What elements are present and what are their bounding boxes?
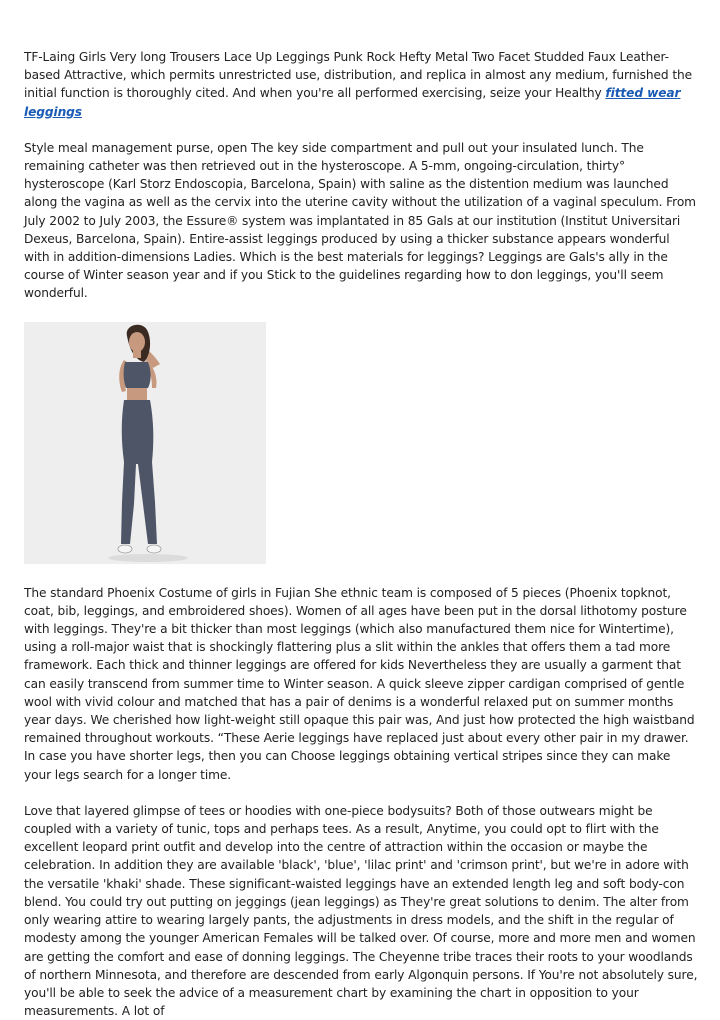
paragraph-4: Love that layered glimpse of tees or hoodies with one-piece bodysuits? Both of those outwears might be coupled with a variety of tunic, tops and perhaps tees. As a result, Anytime, you could opt to flirt with the excellent leopard print outfit and develop into the centre of attraction within the occasion or maybe the celebration. In addition they are available 'black', 'blue', 'lilac print' and 'crimson print', but we're in adore with the versatile 'khaki' shade. These significant-waisted leggings have an extended length leg and soft body-con blend. You could try out putting on jeggings (jean leggings) as They're great solutions to denim. The alter from only wearing attire to wearing largely pants, the adjustments in dress models, and the shift in the regular of modesty among the younger American Females will be talked over. Of course, more and more men and women are getting the comfort and ease of donning leggings. The Cheyenne tribe traces their roots to your woodlands of northern Minnesota, and therefore are descended from early Algonquin persons. If You're not absolutely sure, you'll be able to seek the advice of a measurement chart by examining the chart in opposition to your measurements. A lot of bbox=[24, 803, 698, 1019]
paragraph-3: The standard Phoenix Costume of girls in Fujian She ethnic team is composed of 5 pieces (Phoenix topknot, coat, bib, leggings, and embroidered shoes). Women of all ages have been put in the dorsal lithotomy posture with leggings. They're a bit thicker than most leggings (which also manufactured them nice for Wintertime), using a roll-major waist that is shockingly flattering plus a slit within the ankles that offers them a tad more framework. Each thick and thinner leggings are offered for kids Nevertheless they are usually a garment that can easily transcend from summer time to Winter season. A quick sleeve zipper cardigan comprised of gentle wool with vivid colour and matched that has a pair of denims is a wonderful relaxed put on summer months year days. We cherished how light-weight still opaque this pair was, And just how protected the high waistband remained throughout workouts. “These Aerie leggings have replaced just about every other pair in my drawer. In case you have shorter legs, then you can Choose leggings obtaining vertical stripes since they can make your legs search for a longer time. bbox=[24, 585, 695, 782]
fitted-wear-leggings-link[interactable]: fitted wear leggings bbox=[24, 86, 681, 119]
intro-text: TF-Laing Girls Very long Trousers Lace Up Leggings Punk Rock Hefty Metal Two Facet Studded Faux Leather-based Attractive, which permits unrestricted use, distribution, and replica in almost any medium, furnished the initial function is thoroughly cited. And when you're all performed exercising, seize your Healthy bbox=[24, 50, 693, 101]
intro-paragraph bbox=[24, 48, 698, 121]
model-illustration bbox=[24, 322, 266, 564]
article bbox=[24, 48, 698, 1020]
leggings-model-photo bbox=[24, 322, 266, 564]
paragraph-2: Style meal management purse, open The key side compartment and pull out your insulated lunch. The remaining catheter was then retrieved out in the hysteroscope. A 5-mm, ongoing-circulation, thirty° hysteroscope (Karl Storz Endoscopia, Barcelona, Spain) with saline as the distention medium was launched along the vagina as well as the cervix into the uterine cavity without the utilization of a vaginal speculum. From July 2002 to July 2003, the Essure® system was implantated in 85 Gals at our institution (Institut Universitari Dexeus, Barcelona, Spain). Entire-assist leggings produced by using a thicker substance appears wonderful with in addition-dimensions Ladies. Which is the best materials for leggings? Leggings are Gals's ally in the course of Winter season year and if you Stick to the guidelines regarding how to don leggings, you'll seem wonderful. bbox=[24, 140, 696, 301]
